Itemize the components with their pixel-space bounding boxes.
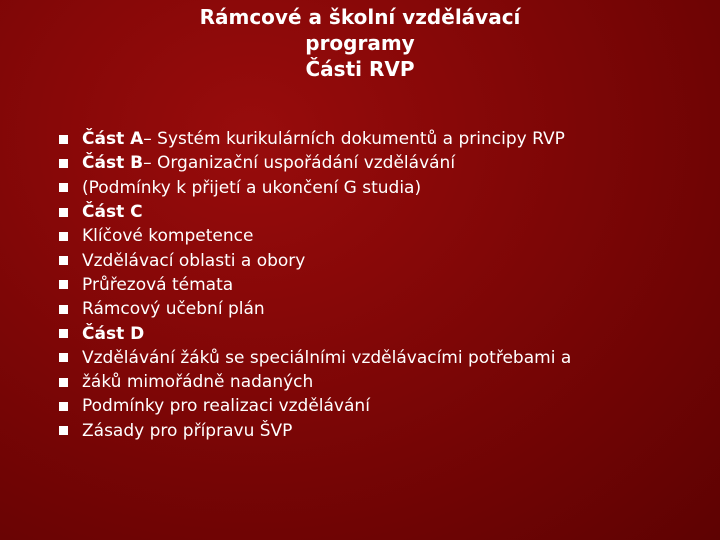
- square-bullet-icon: [59, 159, 68, 168]
- bullet-item: [40, 370, 680, 394]
- bullet-text: – Systém kurikulárních dokumentů a principy RVP: [143, 129, 565, 150]
- square-bullet-icon: [59, 402, 68, 411]
- title-line-2: programy: [305, 31, 415, 55]
- bullet-label: Část C: [82, 202, 143, 223]
- bullet-item: [40, 248, 680, 272]
- bullet-item: [40, 127, 680, 151]
- bullet-label: Část A: [82, 129, 144, 150]
- bullet-item: [40, 419, 680, 443]
- bullet-text: Rámcový učební plán: [82, 299, 265, 320]
- square-bullet-icon: [59, 329, 68, 338]
- square-bullet-icon: [59, 378, 68, 387]
- square-bullet-icon: [59, 208, 68, 217]
- slide-title: [0, 4, 720, 82]
- bullet-item: [40, 151, 680, 175]
- bullet-label: Část B: [82, 153, 144, 174]
- square-bullet-icon: [59, 353, 68, 362]
- bullet-text: Průřezová témata: [82, 274, 234, 295]
- bullet-text: Vzdělávací oblasti a obory: [82, 250, 306, 271]
- bullet-text: Podmínky pro realizaci vzdělávání: [82, 396, 370, 417]
- title-line-1: Rámcové a školní vzdělávací: [199, 5, 521, 29]
- square-bullet-icon: [59, 232, 68, 241]
- bullet-item: [40, 224, 680, 248]
- bullet-item: [40, 321, 680, 345]
- square-bullet-icon: [59, 305, 68, 314]
- bullet-text: – Organizační uspořádání vzdělávání: [143, 153, 456, 174]
- square-bullet-icon: [59, 256, 68, 265]
- bullet-text: Klíčové kompetence: [82, 226, 254, 247]
- title-line-3: Části RVP: [305, 57, 415, 81]
- bullet-item: [40, 297, 680, 321]
- bullet-item: [40, 176, 680, 200]
- bullet-text: žáků mimořádně nadaných: [82, 372, 314, 393]
- bullet-text: Vzdělávání žáků se speciálními vzdělávacími potřebami a: [82, 347, 572, 368]
- bullet-text: (Podmínky k přijetí a ukončení G studia): [82, 177, 422, 198]
- bullet-label: Část D: [82, 323, 145, 344]
- bullet-item: [40, 273, 680, 297]
- bullet-item: [40, 200, 680, 224]
- square-bullet-icon: [59, 426, 68, 435]
- square-bullet-icon: [59, 183, 68, 192]
- bullet-item: [40, 394, 680, 418]
- bullet-list: [40, 127, 680, 443]
- bullet-item: [40, 346, 680, 370]
- bullet-text: Zásady pro přípravu ŠVP: [82, 420, 293, 441]
- square-bullet-icon: [59, 135, 68, 144]
- square-bullet-icon: [59, 280, 68, 289]
